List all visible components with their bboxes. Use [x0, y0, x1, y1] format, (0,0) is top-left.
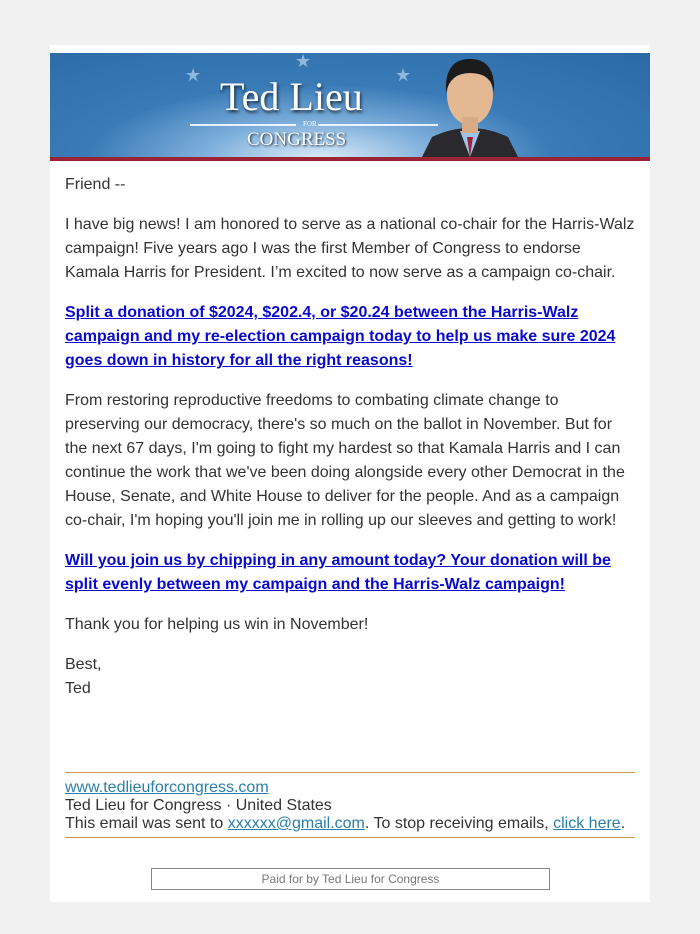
paragraph: From restoring reproductive freedoms to combating climate change to preserving our democracy, there's so much on the ballot in November. But for the next 67 days, I'm going to fight my hardest so that Kamala Harris and I can continue the work that we've been doing alongside every other Democrat in the House, Senate, and White House to deliver for the people. And as a campaign co-chair, I'm hoping you'll join me in rolling up our sleeves and getting to work! — [65, 392, 625, 529]
stop-text: . To stop receiving emails, — [364, 815, 554, 832]
logo-name: Ted Lieu — [220, 74, 363, 119]
greeting: Friend -- — [65, 176, 126, 193]
divider — [318, 124, 438, 126]
signature: Ted — [65, 680, 91, 697]
email-link[interactable]: xxxxxx@gmail.com — [227, 815, 365, 832]
thanks-text: Thank you for helping us win in November! — [65, 616, 369, 633]
footer — [65, 772, 635, 838]
star-icon: ★ — [185, 65, 202, 85]
candidate-photo — [422, 53, 518, 157]
logo-for: FOR — [303, 120, 317, 128]
donate-link[interactable]: Will you join us by chipping in any amount today? Your donation will be split evenly between my campaign and the Harris-Walz campaign! — [65, 552, 611, 593]
email-card — [50, 45, 650, 902]
banner-stripe — [50, 157, 650, 161]
unsubscribe-link[interactable]: click here — [553, 815, 621, 832]
header-banner — [50, 53, 650, 161]
divider — [190, 124, 296, 126]
email-body — [65, 173, 637, 701]
donate-link[interactable]: Split a donation of $2024, $202.4, or $20.24 between the Harris-Walz campaign and my re-election campaign today to help us make sure 2024 goes down in history for all the right reasons! — [65, 304, 616, 369]
paid-for-disclaimer: Paid for by Ted Lieu for Congress — [151, 868, 550, 890]
logo-congress: CONGRESS — [247, 129, 347, 150]
website-link[interactable]: www.tedlieuforcongress.com — [65, 779, 269, 796]
paragraph: I have big news! I am honored to serve as a national co-chair for the Harris-Walz campaign! Five years ago I was the first Member of Congress to endorse Kamala Harris for President. I’m excited to now serve as a campaign co-chair. — [65, 216, 635, 281]
star-icon: ★ — [295, 53, 312, 71]
org-address: Ted Lieu for Congress · United States — [65, 797, 332, 814]
signoff: Best, — [65, 656, 102, 673]
sent-to-text: This email was sent to — [65, 815, 228, 832]
star-icon: ★ — [395, 65, 412, 85]
period: . — [620, 815, 626, 832]
